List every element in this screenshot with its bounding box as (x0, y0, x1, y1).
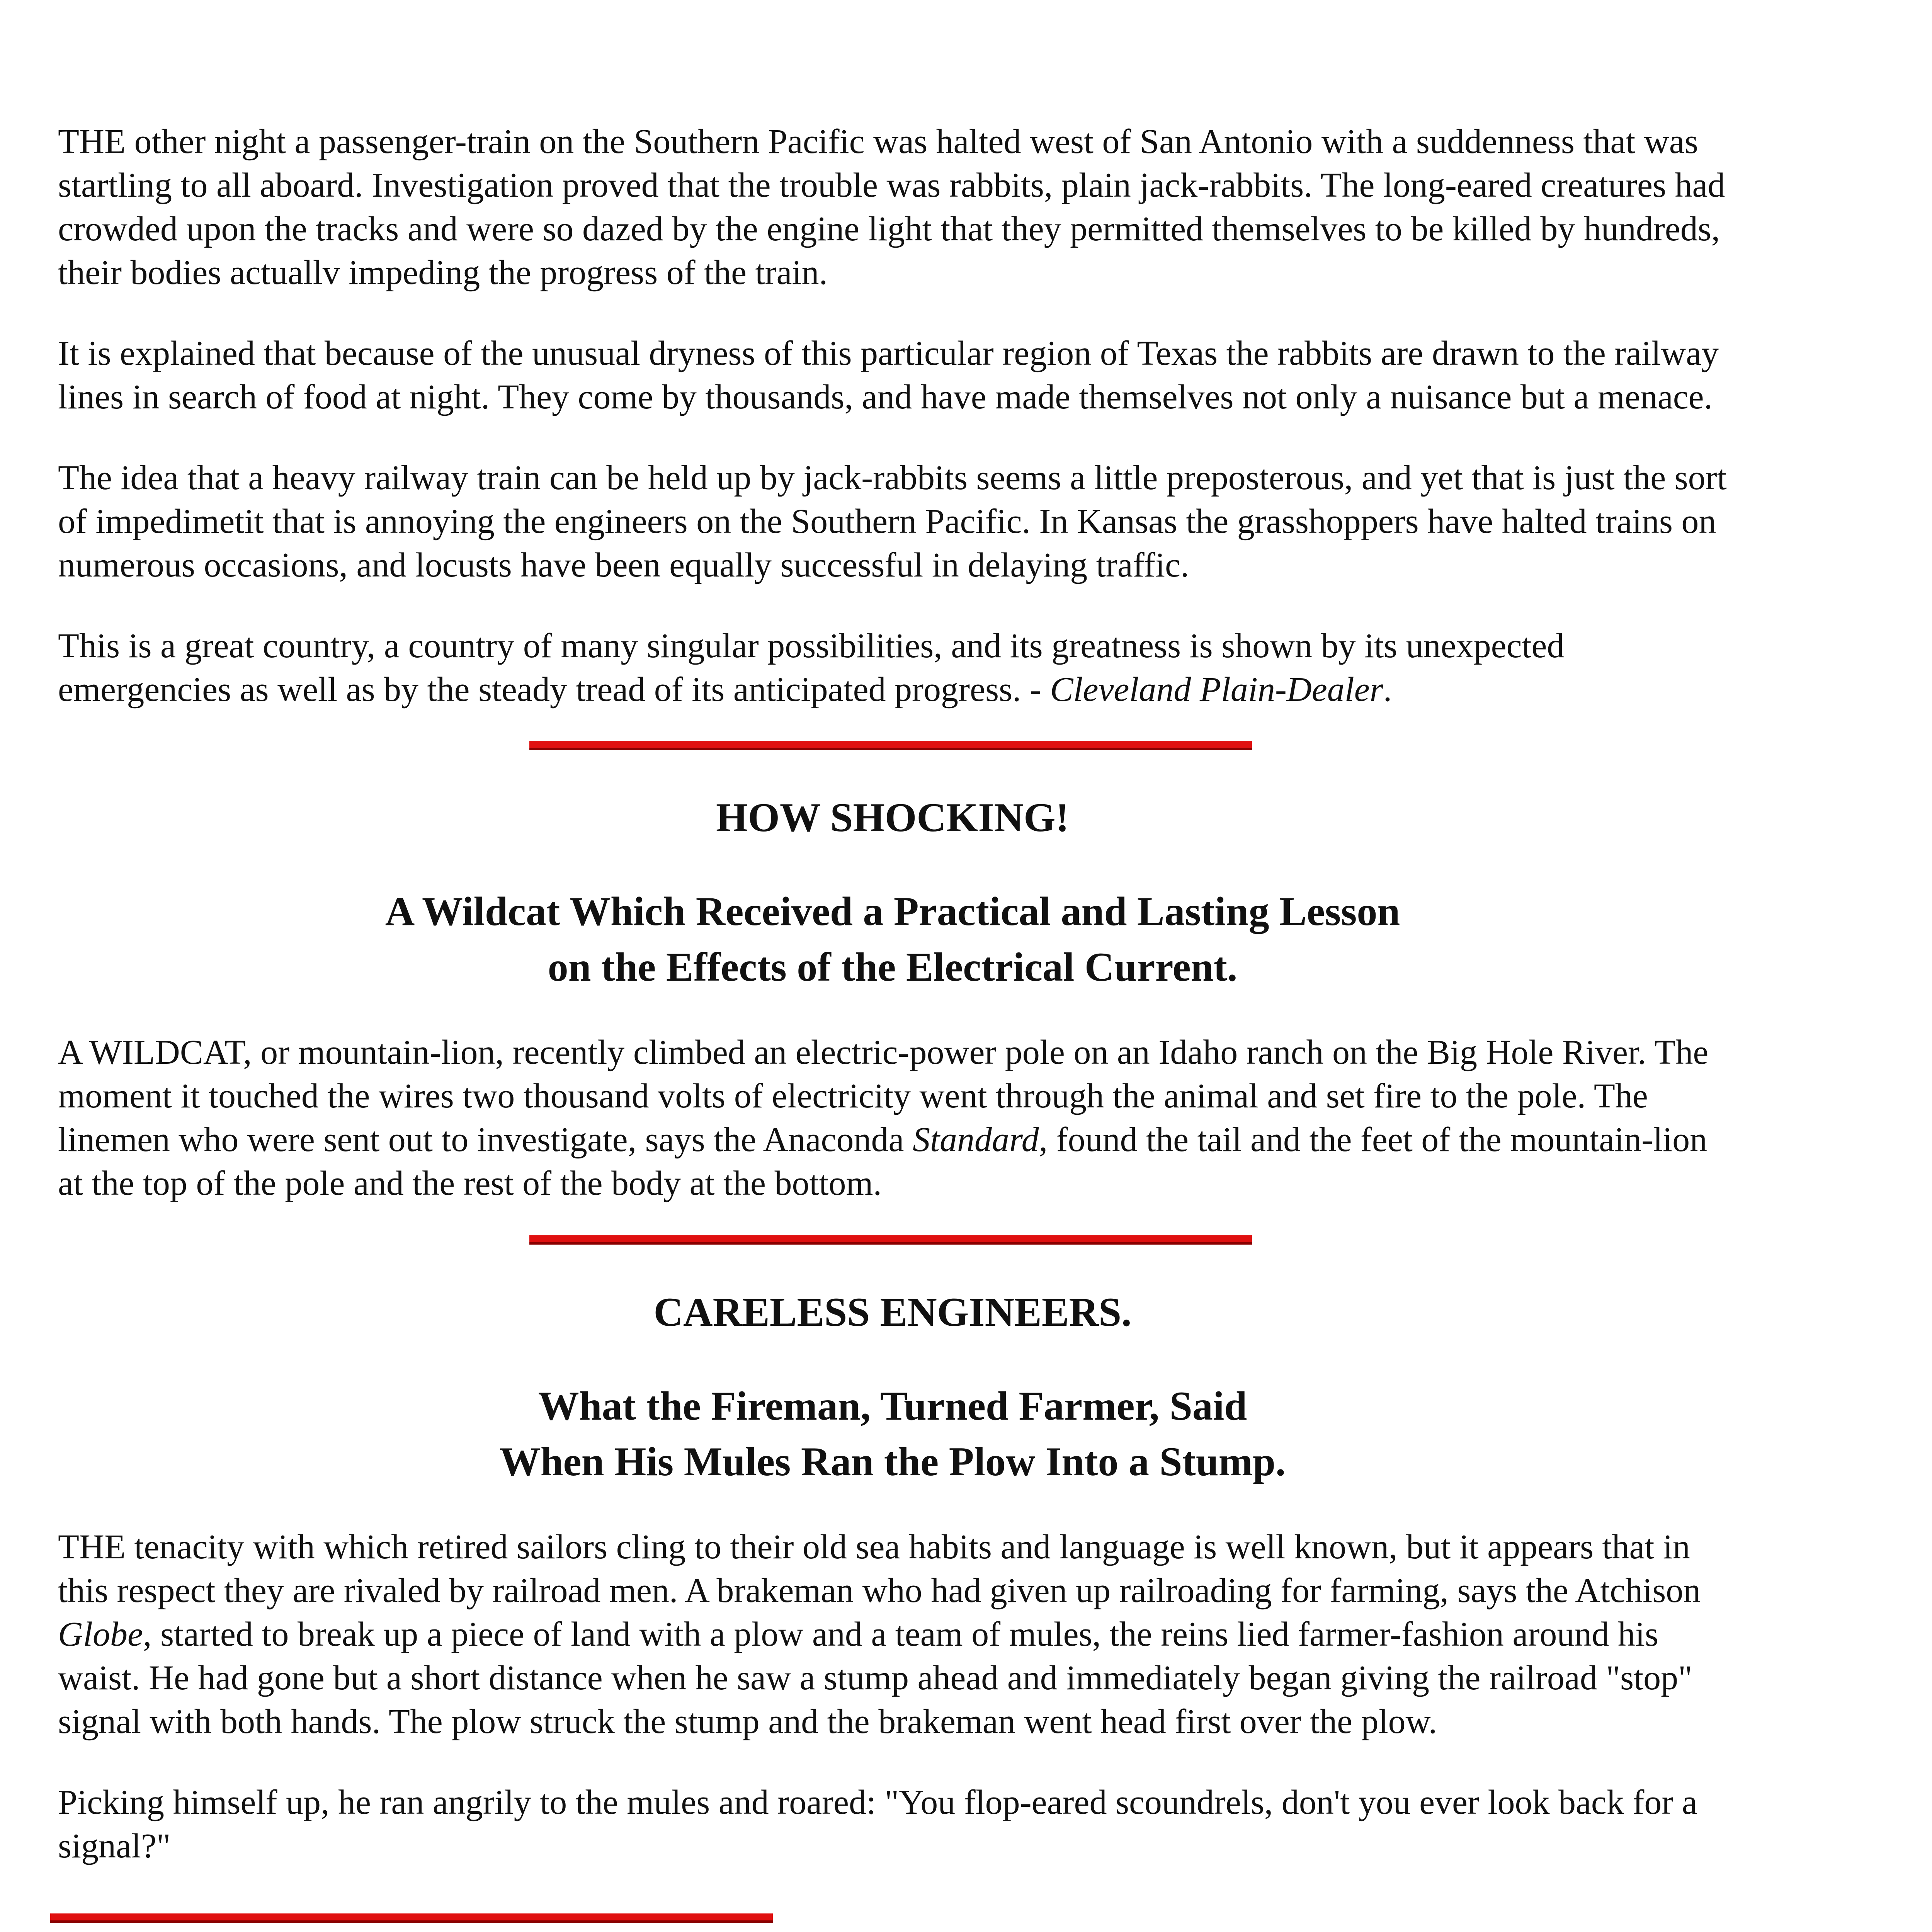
section-divider-1 (529, 741, 1252, 750)
article1-paragraph-4-text: This is a great country, a country of many singular possibilities, and its greatness is shown by its unexpected emergencies as well as by the steady tread of its anticipated progress. - (58, 627, 1565, 709)
article2-subtitle-line-2: on the Effects of the Electrical Current. (548, 944, 1238, 990)
article1-paragraph-4 (58, 624, 1727, 711)
article3-subtitle-line-1: What the Fireman, Turned Farmer, Said (538, 1383, 1247, 1429)
article2-source: Standard (912, 1121, 1039, 1159)
article1-paragraph-3: The idea that a heavy railway train can be held up by jack-rabbits seems a little preposterous, and yet that is just the sort of impedimetit that is annoying the engineers on the Southern Pacific. In Kansas the grasshoppers have halted trains on numerous occasions, and locusts have been equally successful in delaying traffic. (58, 459, 1727, 584)
article3-paragraph-1-text-a: THE tenacity with which retired sailors cling to their old sea habits and language is well known, but it appears that in this respect they are rivaled by railroad men. A brakeman who had given up railroading for farming, says the Atchison (58, 1528, 1701, 1610)
article1-paragraph-2: It is explained that because of the unusual dryness of this particular region of Texas the rabbits are drawn to the railway lines in search of food at night. They come by thousands, and have made themselves not only a nuisance but a menace. (58, 334, 1719, 416)
article3-paragraph-2: Picking himself up, he ran angrily to the mules and roared: "You flop-eared scoundrels, don't you ever look back for a signal?" (58, 1783, 1697, 1865)
article3-paragraph-1 (58, 1525, 1727, 1743)
article3-source: Globe (58, 1615, 143, 1653)
article2-paragraph-1-text-a: A WILDCAT, or mountain-lion, recently climbed an electric-power pole on an Idaho ranch on the Big Hole River. The moment it touched the wires two thousand volts of electricity went through the animal and set fire to the pole. The linemen who were sent out to investigate, says the Anaconda (58, 1033, 1709, 1159)
article2-subtitle-line-1: A Wildcat Which Received a Practical and Lasting Lesson (385, 889, 1400, 934)
article3-paragraph-1-text-b: , started to break up a piece of land with a plow and a team of mules, the reins lied farmer-fashion around his waist. He had gone but a short distance when he saw a stump ahead and immediately began giving the railroad "stop" signal with both hands. The plow struck the stump and the brakeman went head first over the plow. (58, 1615, 1692, 1741)
article3-title: CARELESS ENGINEERS. (653, 1289, 1132, 1335)
section-divider-3 (50, 1913, 773, 1923)
article1-paragraph-4-end: . (1383, 670, 1392, 709)
article2-paragraph-1 (58, 1031, 1727, 1205)
article3-subtitle-line-2: When His Mules Ran the Plow Into a Stump. (499, 1439, 1286, 1484)
document-page (58, 120, 1727, 1923)
article1-source: Cleveland Plain-Dealer (1050, 670, 1383, 709)
article2-paragraph-1-text-b: , found the tail and the feet of the mountain-lion at the top of the pole and the rest of the body at the bottom. (58, 1121, 1708, 1202)
article1-paragraph-1: THE other night a passenger-train on the Southern Pacific was halted west of San Antonio with a suddenness that was startling to all aboard. Investigation proved that the trouble was rabbits, plain jack-rabbits. The long-eared creatures had crowded upon the tracks and were so dazed by the engine light that they permitted themselves to be killed by hundreds, their bodies actuallv impeding the progress of the train. (58, 122, 1725, 292)
section-divider-2 (529, 1235, 1252, 1245)
article2-title: HOW SHOCKING! (716, 795, 1069, 840)
